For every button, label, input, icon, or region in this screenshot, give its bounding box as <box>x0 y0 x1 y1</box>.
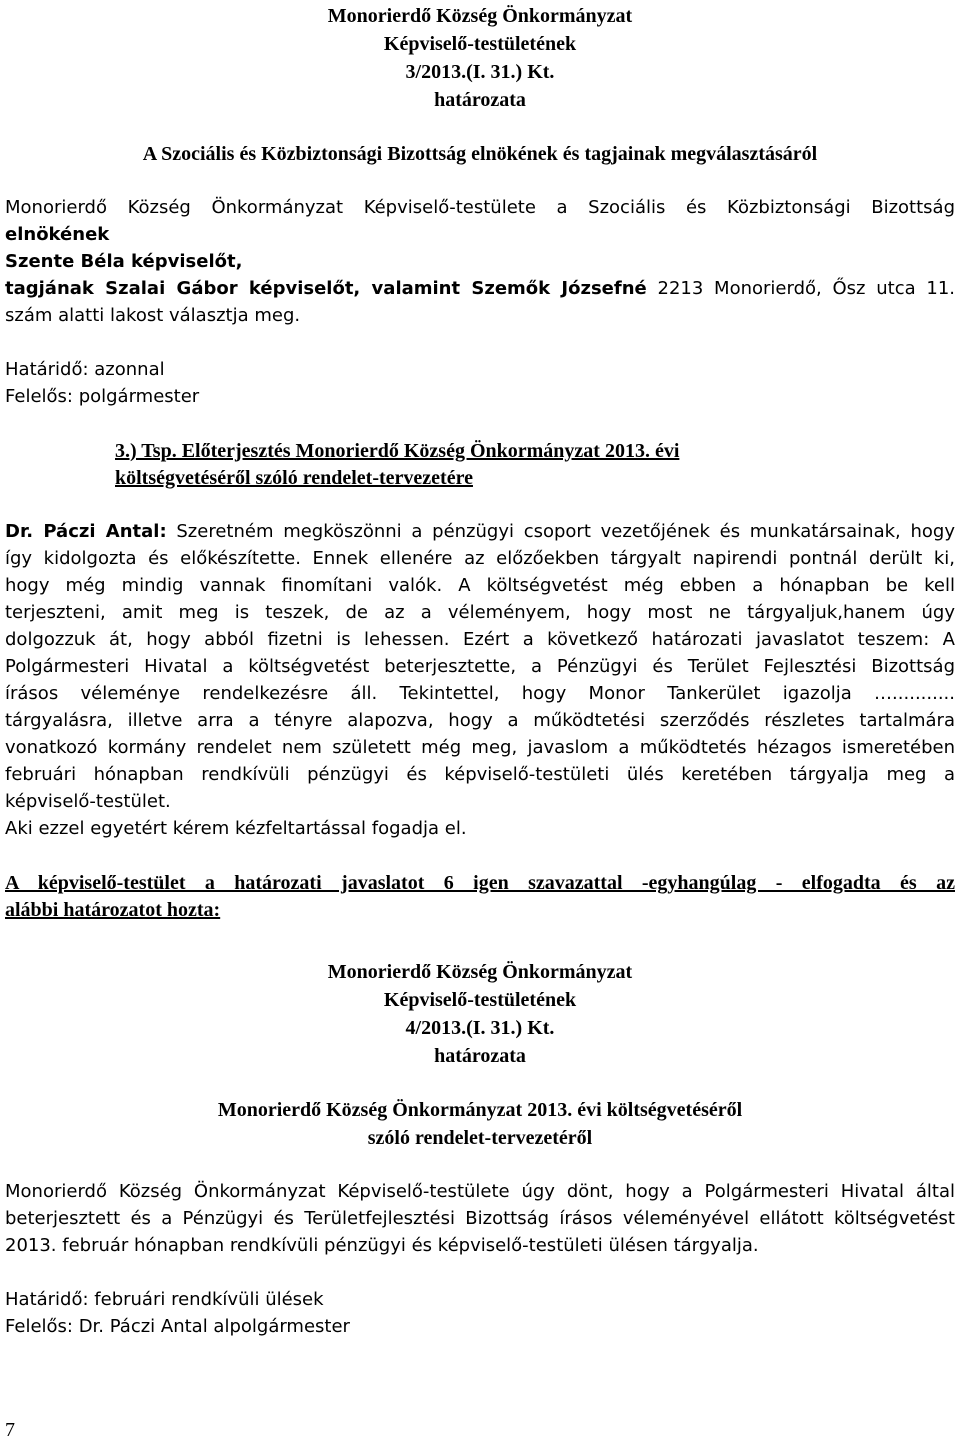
vote-line1: A képviselő-testület a határozati javaslatot 6 igen szavazattal -egyhangúlag - elfogadta és az <box>5 872 955 894</box>
resolution2-body: Képviselő-testületének <box>383 989 577 1011</box>
speech-line9: vonatkozó kormány rendelet nem született még meg, javaslom a működtetés hézagos ismeretében <box>5 737 955 758</box>
speech-line2: így kidolgozta és előkészítette. Ennek ellenére az előzőekben tárgyalt napirendi pontnál derült ki, <box>5 548 955 569</box>
speech-line7: írásos véleménye rendelkezésre áll. Tekintettel, hogy Monor Tankerület igazolja …........... <box>5 683 955 704</box>
resolution1-address: 2213 Monorierdő, Ősz utca 11. <box>646 278 955 299</box>
resolution1-text-line5: szám alatti lakost választja meg. <box>5 305 301 326</box>
resolution1-subject: A Szociális és Közbiztonsági Bizottság elnökének és tagjainak megválasztásáról <box>142 143 818 165</box>
page-number: 7 <box>5 1419 15 1441</box>
vote-line2: alábbi határozatot hozta: <box>5 899 221 921</box>
resolution1-text-line4 <box>5 277 955 301</box>
resolution1-responsible: Felelős: polgármester <box>5 386 200 407</box>
resolution1-body: Képviselő-testületének <box>383 33 577 55</box>
speech-line11: képviselő-testület. <box>5 791 171 812</box>
speech-line8: tárgyalásra, illetve arra a tényre alapozva, hogy a működtetési szerződés részletes tartalmára <box>5 710 955 731</box>
speech-line12: Aki ezzel egyetért kérem kézfeltartással fogadja el. <box>5 818 467 839</box>
resolution1-text-line3: Szente Béla képviselőt, <box>5 251 243 272</box>
speaker-name: Dr. Páczi Antal: <box>5 521 167 542</box>
resolution2-number: 4/2013.(I. 31.) Kt. <box>405 1017 555 1039</box>
resolution1-org: Monorierdő Község Önkormányzat <box>327 5 633 27</box>
resolution2-text-line3: 2013. február hónapban rendkívüli pénzügyi és képviselő-testületi ülésen tárgyalja. <box>5 1235 759 1256</box>
resolution2-org: Monorierdő Község Önkormányzat <box>327 961 633 983</box>
resolution2-subject-line2: szóló rendelet-tervezetéről <box>367 1127 593 1149</box>
resolution1-number: 3/2013.(I. 31.) Kt. <box>405 61 555 83</box>
resolution1-members-bold: tagjának Szalai Gábor képviselőt, valamint Szemők Józsefné <box>5 278 647 299</box>
agenda-title-line1: 3.) Tsp. Előterjesztés Monorierdő Község Önkormányzat 2013. évi <box>115 440 680 462</box>
speech-line6: Polgármesteri Hivatal a költségvetést beterjesztette, a Pénzügyi és Terület Fejlesztési Bizottság <box>5 656 955 677</box>
speech-line1 <box>5 520 955 544</box>
speech-line5: dolgozzuk át, hogy abból fizetni is lehessen. Ezért a következő határozati javaslatot teszem: A <box>5 629 955 650</box>
resolution2-text-line2: beterjesztett és a Pénzügyi és Területfejlesztési Bizottság írásos véleményével ellátott költségvetést <box>5 1208 955 1229</box>
resolution1-text-line1: Monorierdő Község Önkormányzat Képviselő-testülete a Szociális és Közbiztonsági Bizottság <box>5 197 955 218</box>
resolution1-text-line2: elnökének <box>5 224 110 245</box>
resolution1-type: határozata <box>434 89 526 111</box>
speech-line4: terjeszteni, amit meg is teszek, de az a véleményem, hogy most ne tárgyaljuk,hanem úgy <box>5 602 955 623</box>
agenda-title-line2: költségvetéséről szóló rendelet-tervezetére <box>115 467 473 489</box>
resolution2-responsible: Felelős: Dr. Páczi Antal alpolgármester <box>5 1316 350 1337</box>
resolution2-type: határozata <box>434 1045 526 1067</box>
speech-line3: hogy még mindig vannak finomítani valók. A költségvetést még ebben a hónapban be kell <box>5 575 955 596</box>
speech-line10: februári hónapban rendkívüli pénzügyi és képviselő-testületi ülés keretében tárgyalja meg a <box>5 764 955 785</box>
speech-line1-text: Szeretném megköszönni a pénzügyi csoport vezetőjének és munkatársainak, hogy <box>166 521 955 542</box>
resolution1-deadline: Határidő: azonnal <box>5 359 165 380</box>
resolution2-deadline: Határidő: februári rendkívüli ülések <box>5 1289 324 1310</box>
resolution2-text-line1: Monorierdő Község Önkormányzat Képviselő-testülete úgy dönt, hogy a Polgármesteri Hivatal által <box>5 1181 955 1202</box>
resolution2-subject-line1: Monorierdő Község Önkormányzat 2013. évi költségvetéséről <box>217 1099 743 1121</box>
